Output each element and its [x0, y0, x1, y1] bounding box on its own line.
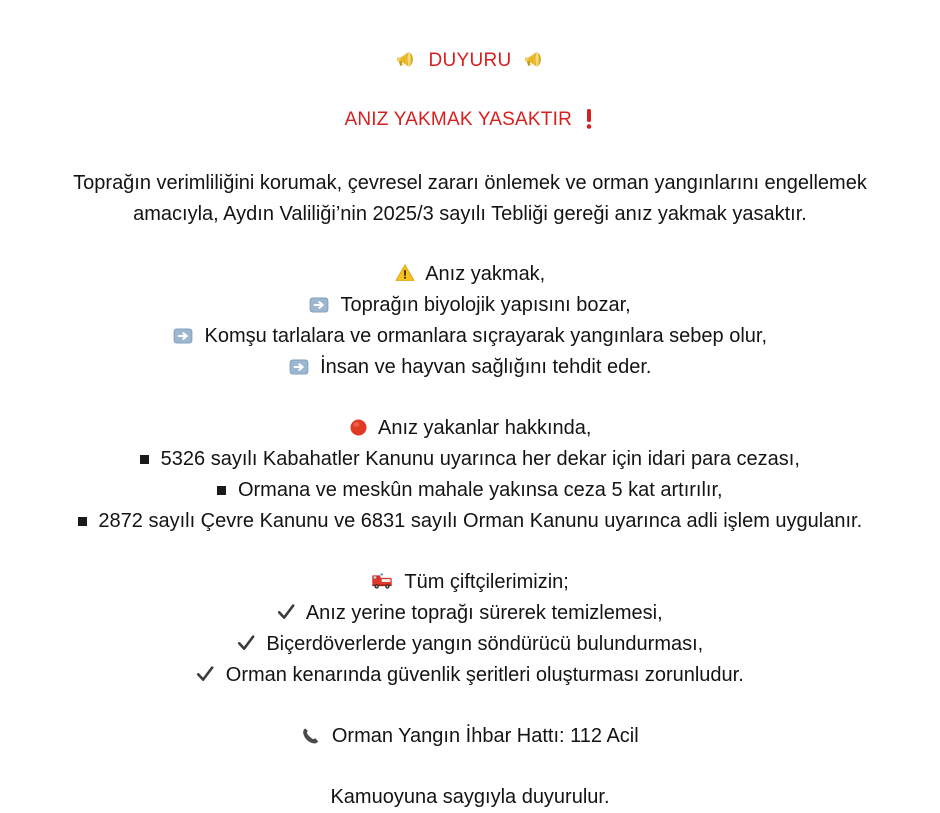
announce-heading-label: DUYURU: [428, 50, 512, 71]
announce-heading: [20, 48, 920, 73]
penalties-item: [20, 506, 920, 537]
check-mark-icon: [196, 665, 214, 684]
duties-item-label: Biçerdöverlerde yangın söndürücü bulundurması,: [266, 632, 704, 655]
black-square-bullet-icon: [140, 455, 149, 464]
red-circle-icon: [349, 418, 368, 437]
warning-triangle-icon: [395, 263, 415, 283]
effects-item-label: Toprağın biyolojik yapısını bozar,: [340, 293, 631, 316]
duties-block: [20, 567, 920, 691]
megaphone-icon: [523, 48, 545, 70]
ban-heading-label: ANIZ YAKMAK YASAKTIR: [344, 109, 572, 131]
duties-item: [20, 629, 920, 660]
hotline-line: [20, 721, 920, 752]
penalties-item-label: Ormana ve meskûn mahale yakınsa ceza 5 kat artırılır,: [237, 478, 723, 501]
effects-item: [20, 321, 920, 352]
check-mark-icon: [277, 603, 295, 622]
penalties-item-label: 2872 sayılı Çevre Kanunu ve 6831 sayılı Orman Kanunu uyarınca adli işlem uygulanır.: [98, 509, 863, 532]
exclamation-mark-icon: [583, 108, 595, 128]
effects-item: [20, 290, 920, 321]
ban-heading: [20, 107, 920, 132]
fire-truck-icon: [371, 571, 393, 591]
duties-item: [20, 598, 920, 629]
intro-paragraph: Toprağın verimliliğini korumak, çevresel zararı önlemek ve orman yangınlarını engellemek amacıyla, Aydın Valiliği’nin 2025/3 sayılı Tebliği gereği anız yakmak yasaktır.: [73, 172, 867, 225]
penalties-item: [20, 444, 920, 475]
penalties-block: [20, 413, 920, 537]
effects-item-label: İnsan ve hayvan sağlığını tehdit eder.: [320, 355, 652, 378]
effects-heading-label: Anız yakmak,: [425, 262, 546, 285]
closing-line: Kamuoyuna saygıyla duyurulur.: [330, 785, 610, 808]
effects-heading: [20, 259, 920, 290]
penalties-heading: [20, 413, 920, 444]
telephone-receiver-icon: [301, 726, 320, 745]
penalties-item: [20, 475, 920, 506]
duties-item-label: Orman kenarında güvenlik şeritleri oluşturması zorunludur.: [225, 663, 744, 686]
right-arrow-icon: [289, 357, 309, 377]
effects-item-label: Komşu tarlalara ve ormanlara sıçrayarak yangınlara sebep olur,: [204, 324, 768, 347]
right-arrow-icon: [173, 326, 193, 346]
megaphone-icon: [395, 48, 417, 70]
right-arrow-icon: [309, 295, 329, 315]
duties-item: [20, 660, 920, 691]
effects-block: [20, 259, 920, 383]
black-square-bullet-icon: [78, 517, 87, 526]
duties-item-label: Anız yerine toprağı sürerek temizlemesi,: [305, 601, 663, 624]
check-mark-icon: [237, 634, 255, 653]
penalties-heading-label: Anız yakanlar hakkında,: [377, 416, 592, 439]
duties-heading: [20, 567, 920, 598]
duties-heading-label: Tüm çiftçilerimizin;: [404, 570, 569, 593]
black-square-bullet-icon: [217, 486, 226, 495]
hotline-label: Orman Yangın İhbar Hattı: 112 Acil: [331, 724, 639, 747]
penalties-item-label: 5326 sayılı Kabahatler Kanunu uyarınca her dekar için idari para cezası,: [160, 447, 800, 470]
effects-item: [20, 352, 920, 383]
